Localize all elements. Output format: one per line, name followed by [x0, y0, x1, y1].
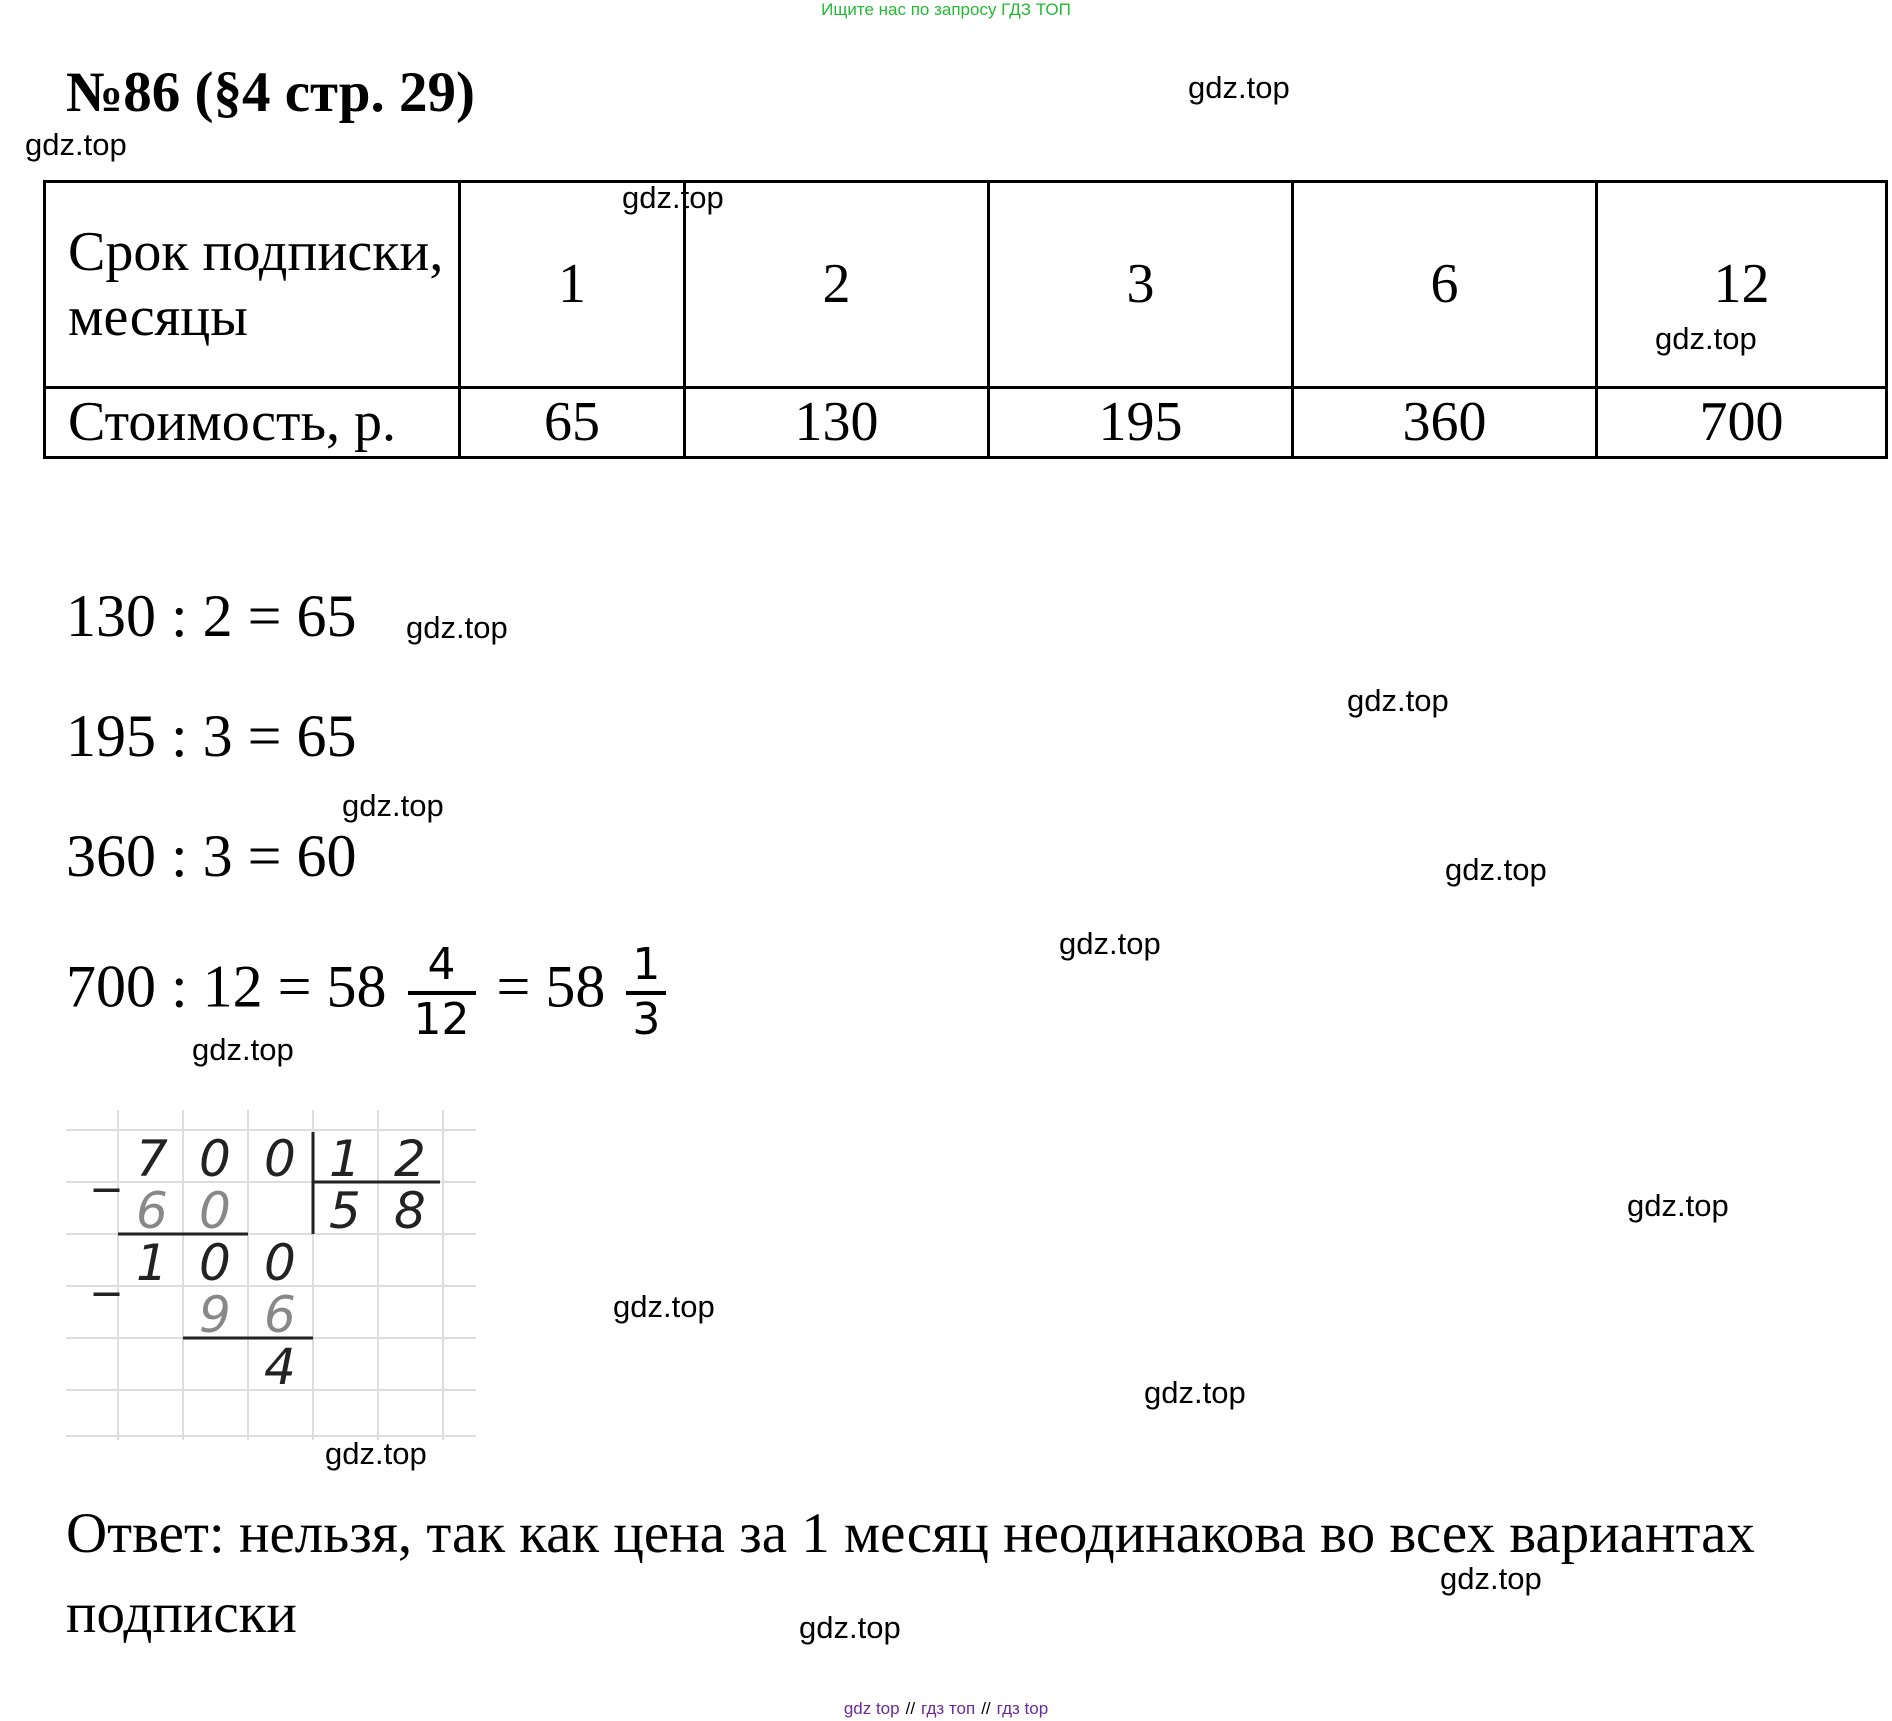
watermark: gdz.top	[1627, 1188, 1729, 1223]
watermark: gdz.top	[622, 180, 724, 215]
footer-separator: //	[981, 1699, 991, 1718]
fraction-numerator: 4	[408, 940, 476, 995]
watermark: gdz.top	[342, 788, 444, 823]
watermark: gdz.top	[1655, 321, 1757, 356]
watermark: gdz.top	[406, 610, 508, 645]
fraction-numerator: 1	[626, 940, 666, 995]
watermark: gdz.top	[1347, 683, 1449, 718]
table-cell: 130	[685, 388, 989, 458]
equation-1: 130 : 2 = 65	[66, 583, 357, 649]
watermark: gdz.top	[1445, 852, 1547, 887]
watermark: gdz.top	[1188, 70, 1290, 105]
divisor-digit: 1	[329, 1130, 361, 1188]
subtrahend-digit: 6	[264, 1286, 296, 1344]
watermark: gdz.top	[192, 1032, 294, 1067]
subtrahend-digit: 0	[199, 1182, 231, 1240]
table-header-cell: Срок подписки, месяцы	[45, 182, 460, 388]
final-remainder: 4	[264, 1338, 296, 1396]
table-cell: 700	[1597, 388, 1887, 458]
equation-4-prefix: 700 : 12 = 58	[66, 953, 387, 1020]
table-row	[45, 182, 1887, 388]
footer-link[interactable]: гдз top	[996, 1699, 1049, 1718]
fraction-denominator: 12	[413, 993, 470, 1045]
minus-sign: _	[94, 1134, 119, 1192]
minus-sign: _	[94, 1238, 119, 1296]
table-cell: 3	[989, 182, 1293, 388]
table-cell: 1	[460, 182, 685, 388]
subscription-table	[43, 180, 1888, 459]
dividend-digit: 0	[199, 1130, 231, 1188]
table-cell: 360	[1293, 388, 1597, 458]
remainder-digit: 0	[264, 1234, 296, 1292]
quotient-digit: 8	[394, 1182, 426, 1240]
subtrahend-digit: 6	[136, 1182, 168, 1240]
watermark: gdz.top	[1440, 1561, 1542, 1596]
watermark: gdz.top	[613, 1289, 715, 1324]
watermark: gdz.top	[1059, 926, 1161, 961]
fraction-denominator: 3	[632, 993, 661, 1045]
watermark: gdz.top	[25, 127, 127, 162]
table-cell: 6	[1293, 182, 1597, 388]
equation-4-mid: = 58	[496, 953, 606, 1020]
table-cell: 12	[1597, 182, 1887, 388]
table-cell: 65	[460, 388, 685, 458]
footer-link[interactable]: гдз топ	[921, 1699, 976, 1718]
watermark: gdz.top	[799, 1610, 901, 1645]
fraction-4-12	[408, 940, 476, 1045]
footer-link[interactable]: gdz top	[843, 1699, 900, 1718]
subtrahend-digit: 9	[199, 1286, 231, 1344]
remainder-digit: 0	[199, 1234, 231, 1292]
quotient-digit: 5	[329, 1182, 361, 1240]
equation-3: 360 : 3 = 60	[66, 823, 357, 889]
dividend-digit: 7	[136, 1130, 168, 1188]
table-row	[45, 388, 1887, 458]
dividend-digit: 0	[264, 1130, 296, 1188]
equation-4	[66, 940, 672, 1045]
fraction-1-3	[626, 940, 666, 1045]
footer-links	[0, 1699, 1892, 1719]
divisor-digit: 2	[394, 1130, 426, 1188]
watermark: gdz.top	[1144, 1375, 1246, 1410]
remainder-digit: 1	[136, 1234, 168, 1292]
footer-separator: //	[905, 1699, 916, 1718]
table-cell: 2	[685, 182, 989, 388]
answer-text: Ответ: нельзя, так как цена за 1 месяц неодинакова во всех вариантах подписки	[66, 1502, 1755, 1645]
table-cell: 195	[989, 388, 1293, 458]
equation-2: 195 : 3 = 65	[66, 703, 357, 769]
table-header-cell: Стоимость, р.	[45, 388, 460, 458]
long-division-grid	[66, 1110, 476, 1440]
watermark: gdz.top	[325, 1436, 427, 1471]
page-title: №86 (§4 стр. 29)	[66, 61, 475, 124]
top-banner[interactable]: Ищите нас по запросу ГДЗ ТОП	[821, 0, 1071, 19]
